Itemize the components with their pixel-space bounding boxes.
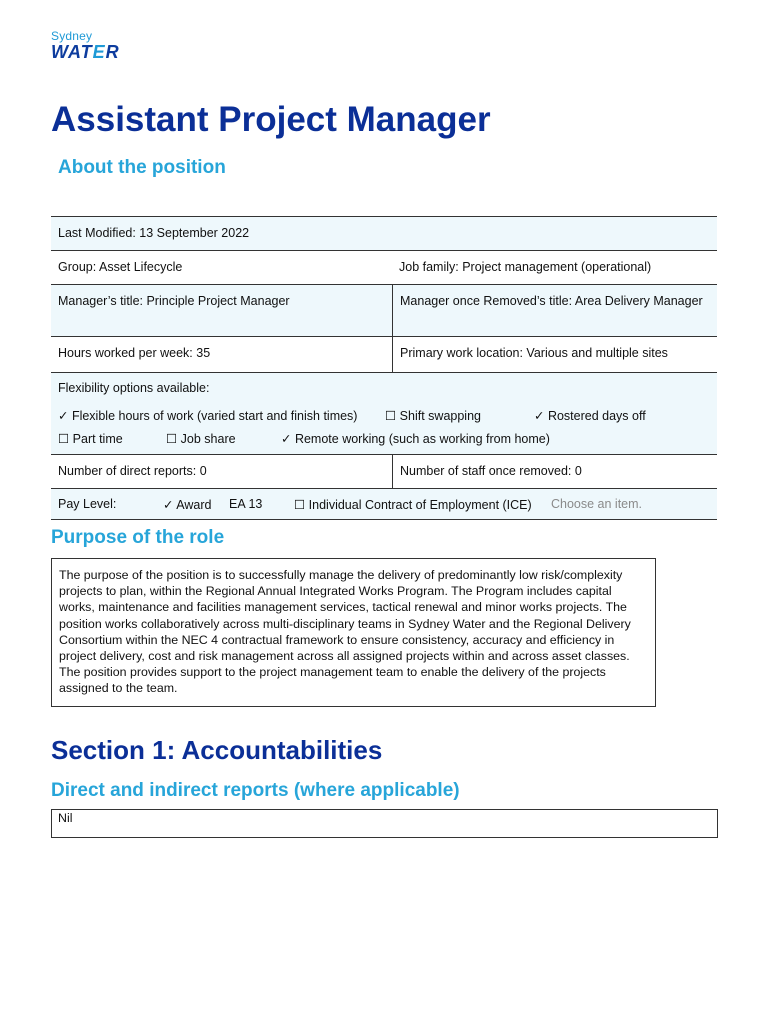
last-modified: Last Modified: 13 September 2022	[58, 226, 250, 240]
logo-water-part-c: R	[105, 42, 120, 62]
row-last-modified	[51, 216, 717, 250]
pay-ea: EA 13	[229, 497, 263, 511]
reports-box	[51, 809, 718, 838]
reports-text: Nil	[58, 811, 73, 825]
row-reports	[51, 454, 717, 488]
logo-water-part-a: WAT	[51, 42, 93, 62]
reports-heading: Direct and indirect reports (where applicable)	[51, 780, 460, 801]
row-group	[51, 250, 717, 284]
pay-ice-checkbox[interactable]: ☐ Individual Contract of Employment (ICE)	[294, 498, 532, 512]
logo-sydney-text: Sydney	[51, 29, 93, 43]
staff-once-removed: Number of staff once removed: 0	[392, 455, 717, 488]
page-title: Assistant Project Manager	[51, 100, 491, 139]
about-heading: About the position	[58, 157, 226, 178]
logo-water-part-b: E	[92, 42, 106, 62]
row-flexibility	[51, 372, 717, 454]
direct-reports: Number of direct reports: 0	[58, 464, 207, 478]
purpose-text: The purpose of the position is to successfully manage the delivery of predominantly low risk/complexity projects to plan, within the Regional Annual Integrated Works Program. The Program includes capital works, maintenance and facilities management services, tactical renewal and minor works projects. The position works collaboratively across multi-disciplinary teams in Sydney Water and the Regional Delivery Consortium within the NEC 4 contractual framework to ensure consistency, accuracy and efficiency in project delivery, cost and risk management across all assigned projects within and across asset classes. The position provides support to the project management team to enable the delivery of the projects assigned to the team.	[59, 568, 631, 696]
row-hours	[51, 336, 717, 372]
flex-option[interactable]: ✓ Rostered days off	[534, 409, 646, 423]
section-1-heading: Section 1: Accountabilities	[51, 735, 383, 765]
work-location: Primary work location: Various and multiple sites	[392, 337, 717, 372]
group: Group: Asset Lifecycle	[58, 260, 183, 274]
pay-award-checkbox[interactable]: ✓ Award	[163, 498, 212, 512]
flex-label: Flexibility options available:	[58, 381, 210, 395]
pay-level-label: Pay Level:	[58, 497, 117, 511]
flex-option[interactable]: ☐ Shift swapping	[385, 409, 481, 423]
flex-option[interactable]: ☐ Job share	[166, 432, 236, 446]
purpose-text-box	[51, 558, 656, 707]
pay-choose-dropdown[interactable]: Choose an item.	[551, 497, 643, 511]
flex-option[interactable]: ☐ Part time	[58, 432, 123, 446]
hours-worked: Hours worked per week: 35	[58, 346, 211, 360]
managers-title: Manager’s title: Principle Project Manager	[58, 294, 290, 308]
job-family: Job family: Project management (operational)	[399, 260, 652, 274]
manager-removed-title: Manager once Removed’s title: Area Delivery Manager	[392, 285, 717, 336]
row-pay-level	[51, 488, 717, 520]
flex-option[interactable]: ✓ Flexible hours of work (varied start and finish times)	[58, 409, 358, 423]
row-managers	[51, 284, 717, 336]
logo-water-text	[51, 42, 141, 62]
purpose-heading: Purpose of the role	[51, 527, 225, 548]
sydney-water-logo	[51, 30, 141, 64]
position-info-table	[51, 216, 717, 520]
flex-option[interactable]: ✓ Remote working (such as working from home)	[281, 432, 550, 446]
